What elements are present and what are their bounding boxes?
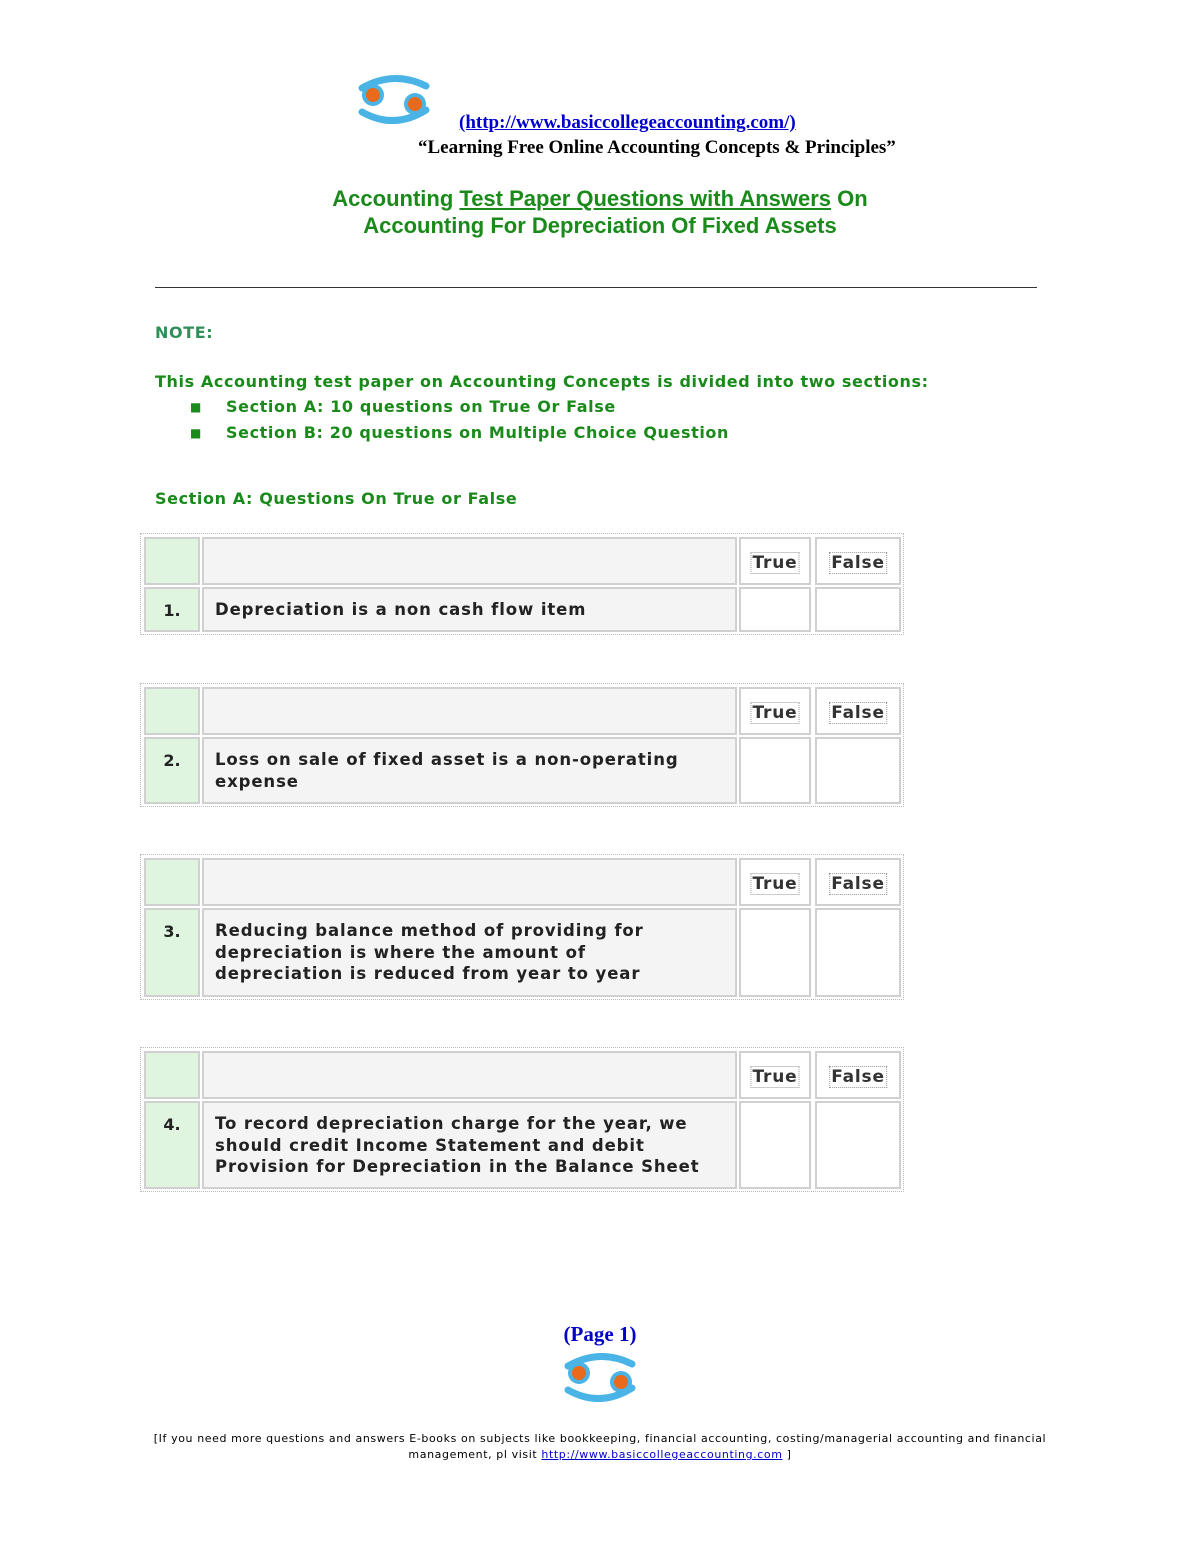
true-header-cell <box>739 858 811 906</box>
true-label: True <box>752 1067 798 1087</box>
question-header-cell <box>202 1051 737 1099</box>
question-number: 1. <box>163 601 181 620</box>
question-text: Loss on sale of fixed asset is a non-operating expense <box>215 750 679 791</box>
true-label: True <box>752 553 798 573</box>
list-item: ■ Section A: 10 questions on True Or False <box>190 395 729 421</box>
question-text-cell <box>202 908 737 997</box>
question-number-cell <box>144 737 200 804</box>
question-header-cell <box>202 687 737 735</box>
footer-link[interactable]: http://www.basiccollegeaccounting.com <box>541 1448 783 1461</box>
false-header-cell <box>815 537 901 585</box>
note-intro: This Accounting test paper on Accounting Concepts is divided into two sections: <box>155 372 929 391</box>
divider-line <box>155 287 1037 288</box>
question-header-cell <box>202 858 737 906</box>
question-header-cell <box>202 537 737 585</box>
question-number: 3. <box>163 922 181 941</box>
question-text-cell <box>202 1101 737 1189</box>
true-answer-box[interactable] <box>739 587 811 632</box>
true-answer-box[interactable] <box>739 1101 811 1189</box>
question-text: Reducing balance method of providing for depreciation is where the amount of depreciation is reduced from year to year <box>215 921 644 983</box>
question-number: 4. <box>163 1115 181 1134</box>
question-text-cell <box>202 587 737 632</box>
true-label: True <box>752 703 798 723</box>
true-answer-box[interactable] <box>739 737 811 804</box>
true-label: True <box>752 874 798 894</box>
bullet-icon: ■ <box>190 400 202 414</box>
false-header-cell <box>815 1051 901 1099</box>
page-title-line2: Accounting For Depreciation Of Fixed Assets <box>363 213 837 238</box>
question-number-cell <box>144 1101 200 1189</box>
number-header-cell <box>144 537 200 585</box>
false-answer-box[interactable] <box>815 908 901 997</box>
false-label: False <box>831 874 885 894</box>
question-number-cell <box>144 908 200 997</box>
false-header-cell <box>815 858 901 906</box>
false-label: False <box>831 703 885 723</box>
question-text: To record depreciation charge for the year, we should credit Income Statement and debit Provision for Depreciation in the Balance Sheet <box>215 1114 700 1176</box>
footer-logo-icon <box>560 1352 640 1402</box>
false-header-cell <box>815 687 901 735</box>
true-header-cell <box>739 687 811 735</box>
section-a-heading: Section A: Questions On True or False <box>155 489 518 508</box>
site-tagline: “Learning Free Online Accounting Concepts & Principles” <box>418 137 896 158</box>
question-text-cell <box>202 737 737 804</box>
footer-note: [If you need more questions and answers E-books on subjects like bookkeeping, financial accounting, costing/managerial accounting and financial management, pl visit http://www.basiccollegeaccounting.com ] <box>153 1432 1047 1461</box>
true-header-cell <box>739 1051 811 1099</box>
question-table <box>140 533 904 635</box>
title-underlined: Test Paper Questions with Answers <box>459 186 832 211</box>
site-logo-icon <box>354 74 434 124</box>
true-header-cell <box>739 537 811 585</box>
page-title-line1: Accounting Test Paper Questions with Answers On <box>332 186 868 211</box>
number-header-cell <box>144 1051 200 1099</box>
true-answer-box[interactable] <box>739 908 811 997</box>
question-text: Depreciation is a non cash flow item <box>215 600 587 619</box>
list-item: ■ Section B: 20 questions on Multiple Choice Question <box>190 421 729 447</box>
question-table <box>140 1047 904 1192</box>
sections-list <box>190 395 729 447</box>
note-label: NOTE: <box>155 323 214 342</box>
site-url-link[interactable]: (http://www.basiccollegeaccounting.com/) <box>459 112 796 133</box>
false-answer-box[interactable] <box>815 587 901 632</box>
number-header-cell <box>144 687 200 735</box>
false-answer-box[interactable] <box>815 1101 901 1189</box>
question-number-cell <box>144 587 200 632</box>
question-table <box>140 854 904 1000</box>
bullet-icon: ■ <box>190 426 202 440</box>
false-label: False <box>831 1067 885 1087</box>
false-label: False <box>831 553 885 573</box>
question-number: 2. <box>163 751 181 770</box>
false-answer-box[interactable] <box>815 737 901 804</box>
page-number: (Page 1) <box>563 1322 637 1346</box>
question-table <box>140 683 904 807</box>
number-header-cell <box>144 858 200 906</box>
